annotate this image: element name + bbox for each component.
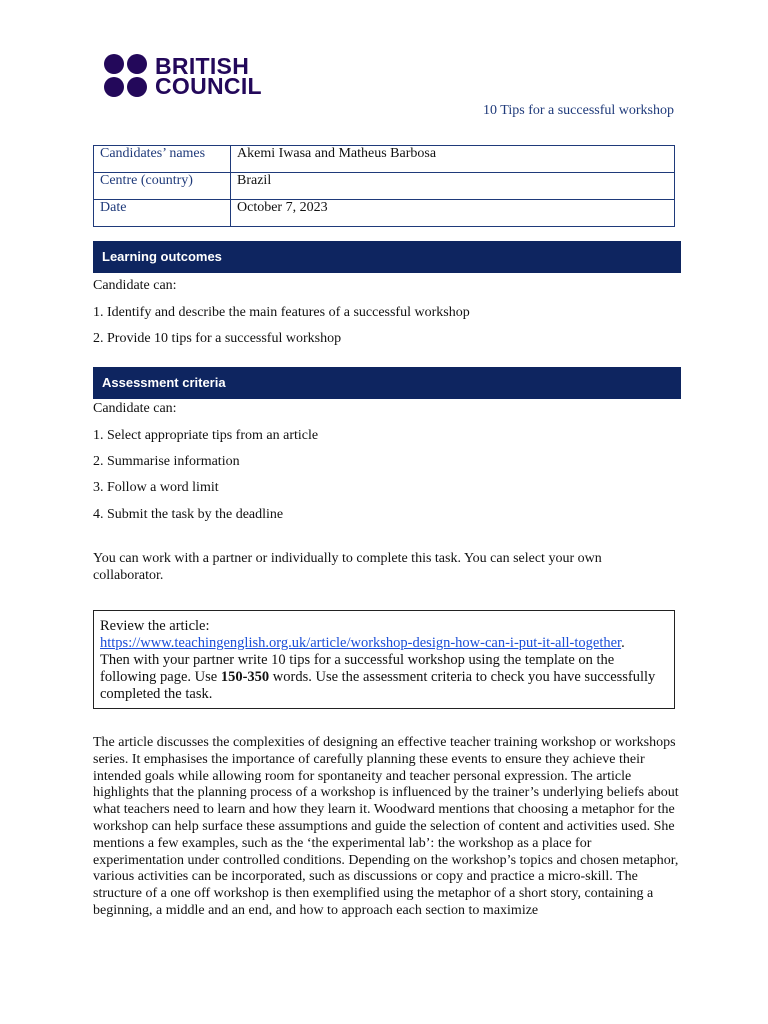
list-item: 2. Provide 10 tips for a successful workshop xyxy=(93,331,342,346)
task-instructions xyxy=(100,652,668,703)
list-item: 4. Submit the task by the deadline xyxy=(93,507,284,522)
list-item: 3. Follow a word limit xyxy=(93,480,219,495)
article-summary-paragraph: The article discusses the complexities of designing an effective teacher training workshop or workshops series. It emphasises the importance of carefully planning these events to ensure they achieve their intended goals while allowing room for spontaneity and teacher personal expression. The article highlights that the planning process of a workshop is influenced by the trainer’s underlying beliefs about what teachers need to learn and how they learn it. Woodward mentions that choosing a metaphor for the workshop can help surface these assumptions and guide the selection of content and activities used. She mentions a few examples, such as the ‘the experimental lab’: the workshop as a place for experimentation under controlled conditions. Depending on the workshop’s topics and chosen metaphor, various activities can be incorporated, such as discussions or copy and practice a micro-skill. The structure of a one off workshop is then exemplified using the metaphor of a short story, containing a beginning, a middle and an end, and how to approach each section to maximize xyxy=(93,735,679,918)
candidate-info-table xyxy=(93,145,675,227)
document-title: 10 Tips for a successful workshop xyxy=(483,103,674,118)
learning-outcomes-intro: Candidate can: xyxy=(93,278,177,293)
task-instructions-box xyxy=(93,610,675,709)
review-label: Review the article: xyxy=(100,618,210,634)
link-suffix: . xyxy=(621,635,625,651)
info-value: Akemi Iwasa and Matheus Barbosa xyxy=(231,146,675,173)
instructions-before: Then with your partner write 10 tips for a successful workshop using the template on the following page. Use xyxy=(100,652,615,685)
british-council-logo xyxy=(104,54,262,97)
word-range: 150-350 xyxy=(220,669,270,685)
assessment-criteria-intro: Candidate can: xyxy=(93,401,177,416)
info-value: Brazil xyxy=(231,173,675,200)
assessment-criteria-heading: Assessment criteria xyxy=(93,367,681,399)
table-row xyxy=(94,173,675,200)
article-link[interactable]: https://www.teachingenglish.org.uk/article/workshop-design-how-can-i-put-it-all-together xyxy=(100,635,622,651)
info-label: Candidates’ names xyxy=(94,146,231,173)
table-row xyxy=(94,146,675,173)
logo-dots-icon xyxy=(104,54,147,97)
logo-wordmark xyxy=(155,52,262,99)
list-item: 2. Summarise information xyxy=(93,454,240,469)
list-item: 1. Identify and describe the main features of a successful workshop xyxy=(93,305,470,320)
instructions-after: words. Use the assessment criteria to check you have successfully completed the task. xyxy=(100,669,656,702)
info-label: Centre (country) xyxy=(94,173,231,200)
logo-line-2: COUNCIL xyxy=(155,72,262,99)
info-value: October 7, 2023 xyxy=(231,200,675,227)
list-item: 1. Select appropriate tips from an article xyxy=(93,428,319,443)
logo-line-1: BRITISH xyxy=(155,52,250,79)
table-row xyxy=(94,200,675,227)
info-label: Date xyxy=(94,200,231,227)
partner-note: You can work with a partner or individually to complete this task. You can select your own collaborator. xyxy=(93,551,602,583)
article-link-line xyxy=(100,635,668,652)
learning-outcomes-heading: Learning outcomes xyxy=(93,241,681,273)
